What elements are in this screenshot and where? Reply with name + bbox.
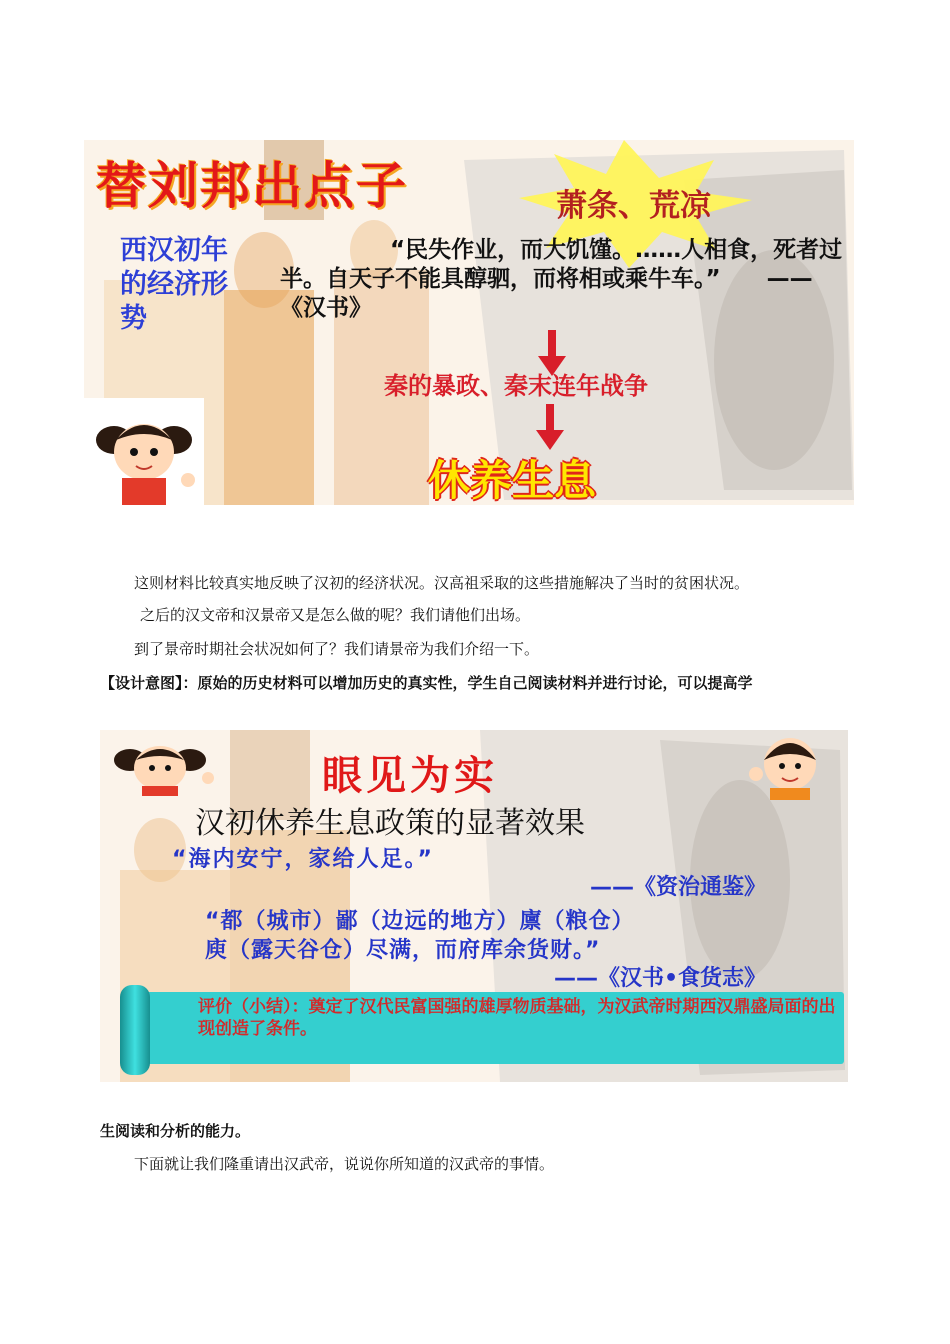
slide2-subtitle: 汉初休养生息政策的显著效果: [195, 806, 585, 841]
cartoon-girl-icon: [84, 398, 204, 505]
paragraph: 这则材料比较真实地反映了汉初的经济状况。汉高祖采取的这些措施解决了当时的贫困状况。: [134, 574, 750, 592]
starburst-text: 萧条、荒凉: [556, 188, 711, 224]
source-shihuozhi: ——《汉书•食货志》: [554, 966, 767, 991]
slide-image-2: [100, 730, 848, 1082]
scroll-roll-icon: [120, 985, 150, 1075]
design-intent-continuation: 生阅读和分析的能力。: [100, 1122, 251, 1140]
economic-situation-label: 西汉初年的经济形势: [120, 235, 228, 334]
slide1-title: 替刘邦出点子: [96, 157, 408, 215]
cause-text: 秦的暴政、秦末连年战争: [384, 372, 648, 400]
source-zizhitongjian: ——《资治通鉴》: [590, 875, 767, 900]
quote-zizhitongjian: “海内安宁，家给人足。”: [172, 847, 434, 872]
quote-shihuozhi-line2: 庾（露天谷仓）尽满，而府库余货财。”: [205, 938, 601, 963]
paragraph: 到了景帝时期社会状况如何了？我们请景帝为我们介绍一下。: [134, 640, 540, 658]
hanshu-quote: “民失作业，而大饥馑。……人相食，死者过半。自天子不能具醇驷，而将相或乘牛车。” ——《汉书》: [280, 237, 843, 321]
summary-text: 评价（小结）：奠定了汉代民富国强的雄厚物质基础，为汉武帝时期西汉鼎盛局面的出现创造了条件。: [198, 997, 836, 1039]
slide-image-1: [84, 140, 854, 505]
slide2-title: 眼见为实: [322, 753, 498, 799]
paragraph: 下面就让我们隆重请出汉武帝，说说你所知道的汉武帝的事情。: [134, 1155, 555, 1173]
paragraph: 之后的汉文帝和汉景帝又是怎么做的呢？我们请他们出场。: [140, 606, 531, 624]
policy-text: 休养生息: [428, 456, 597, 505]
quote-shihuozhi-line1: “都（城市）鄙（边远的地方）廪（粮仓）: [205, 909, 635, 934]
design-intent-paragraph: 【设计意图】：原始的历史材料可以增加历史的真实性，学生自己阅读材料并进行讨论，可以提高学: [100, 674, 753, 692]
